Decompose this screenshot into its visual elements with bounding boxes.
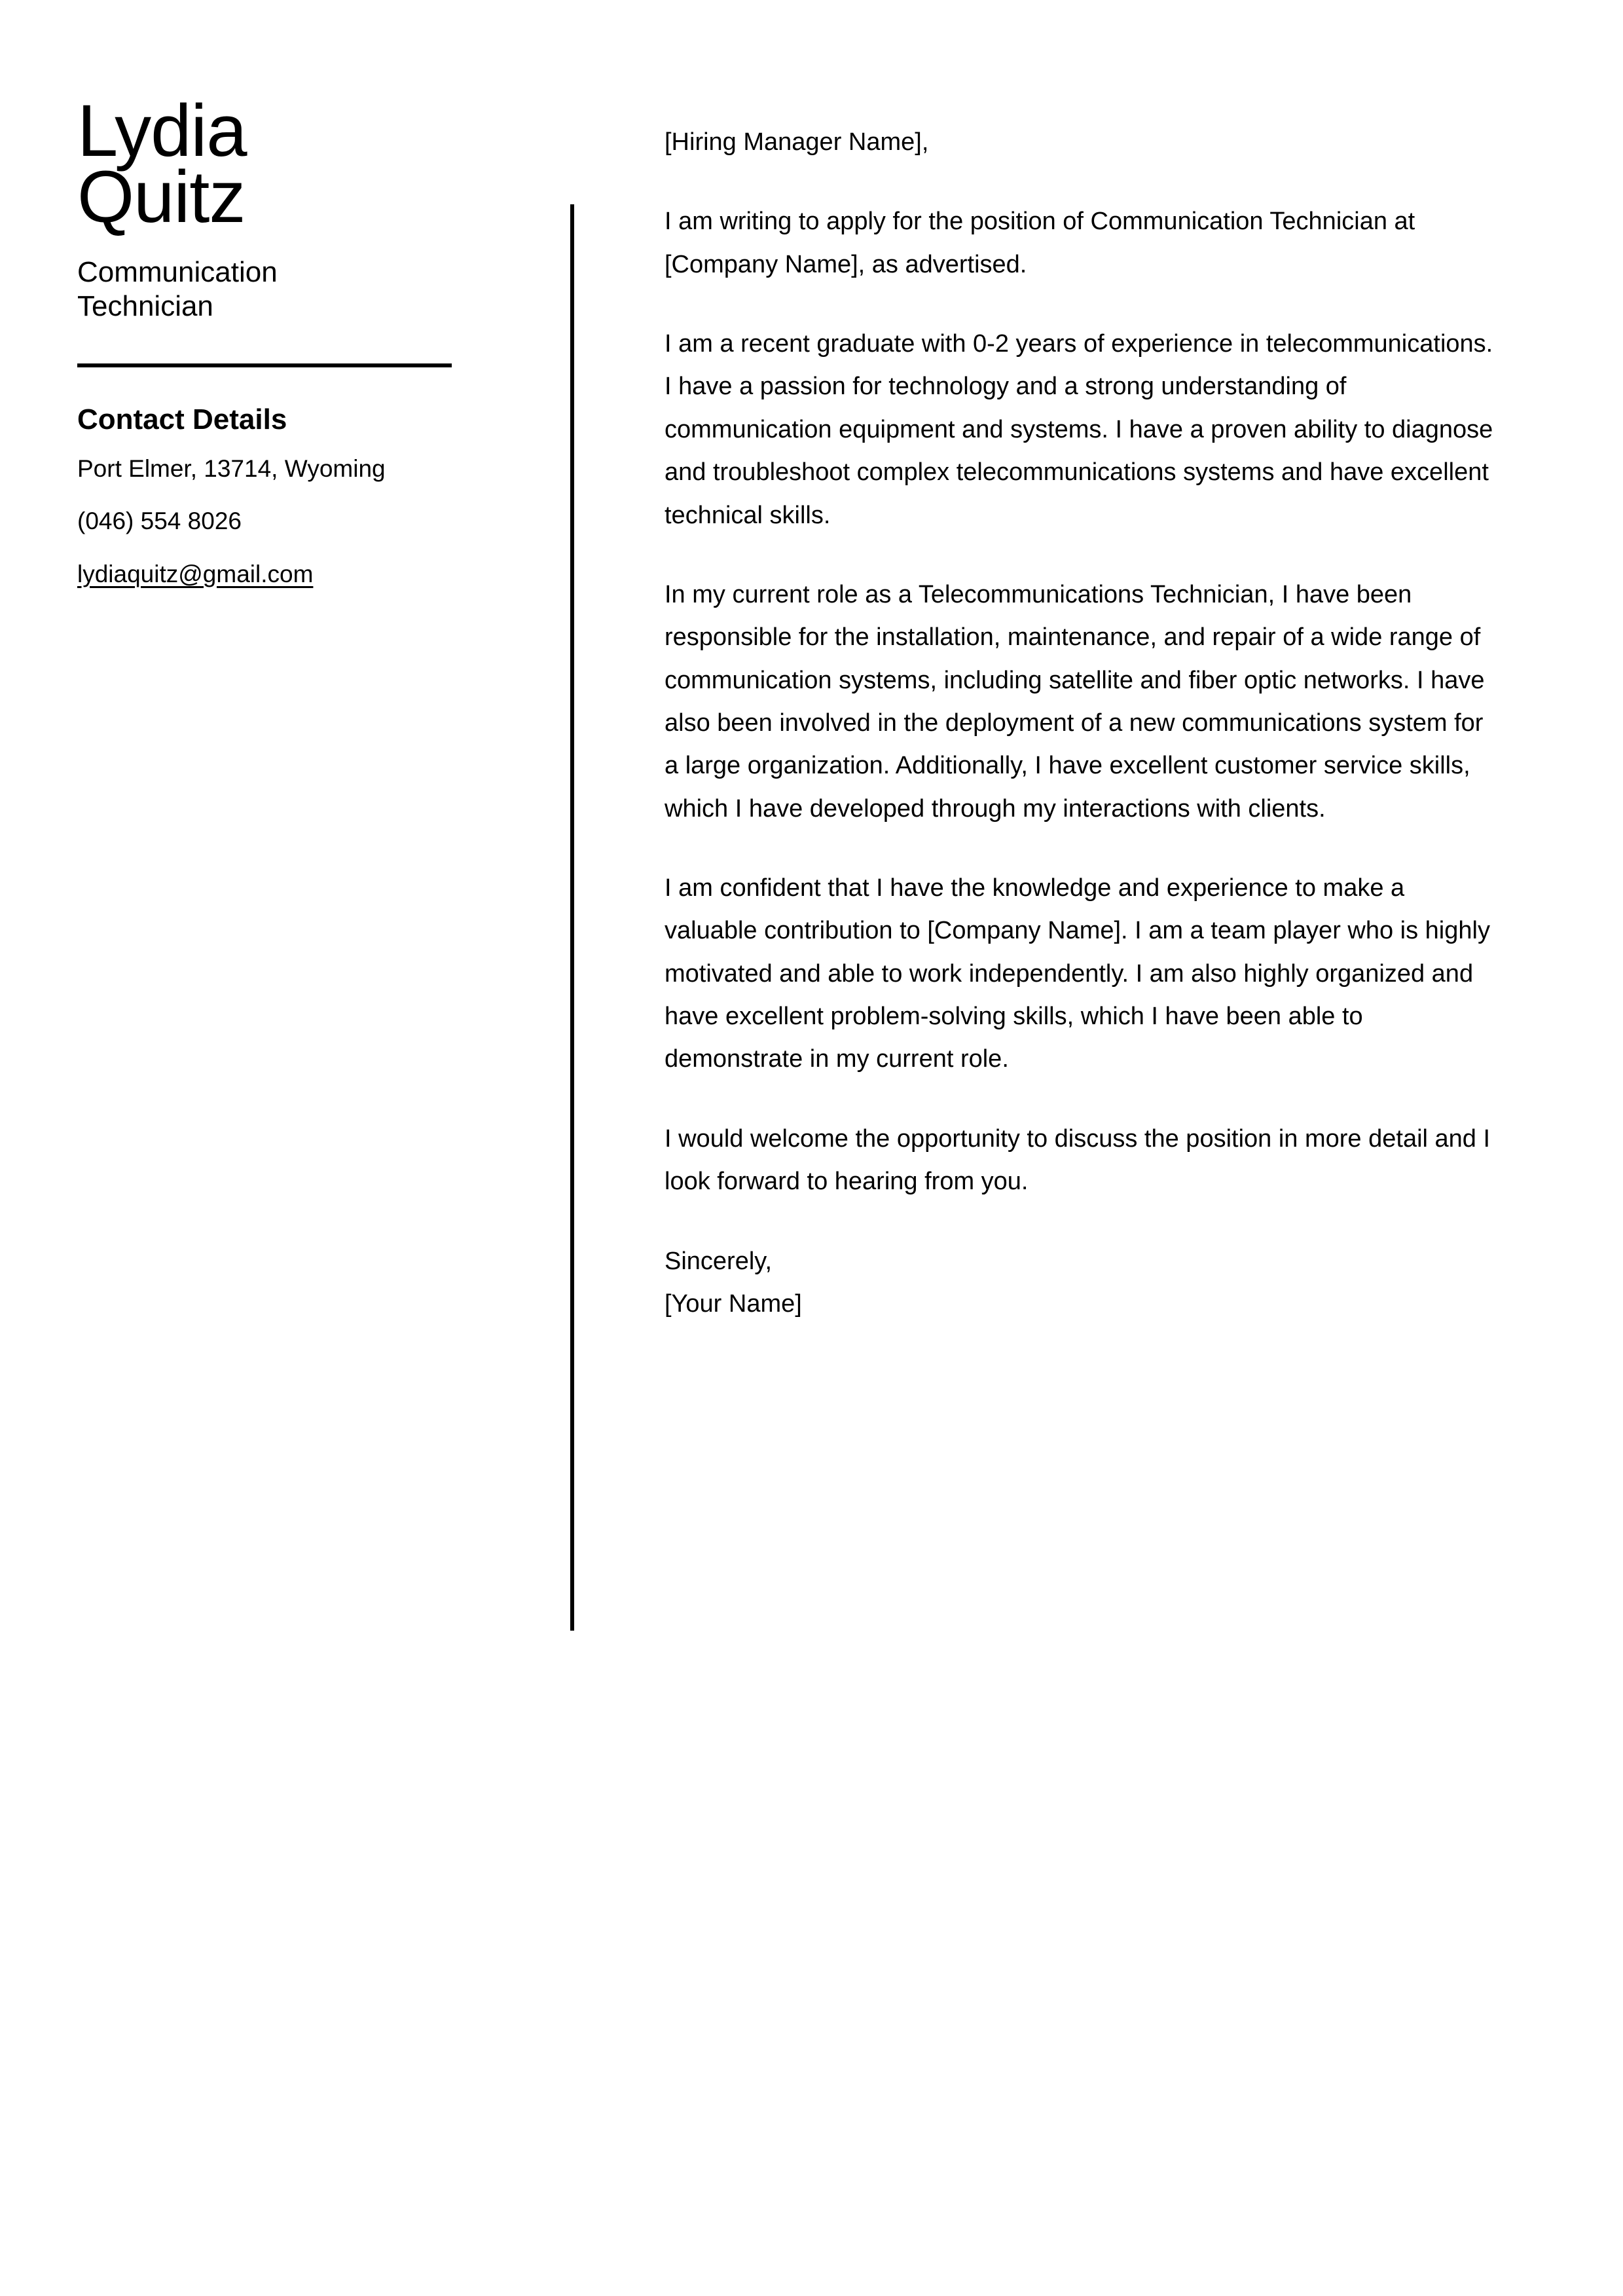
applicant-name <box>77 90 536 238</box>
sidebar <box>77 90 536 612</box>
vertical-divider <box>570 204 574 1631</box>
sidebar-divider-rule <box>77 363 452 367</box>
letter-signoff <box>665 1240 1503 1326</box>
contact-phone: (046) 554 8026 <box>77 508 242 535</box>
letter-paragraph-4: I am confident that I have the knowledge and experience to make a valuable contribution to [Company Name]. I am a team player who is highly motivated and able to work independently. I am also highly organized and have excellent problem-solving skills, which I have been able to demonstrate in my current role. <box>665 874 1490 1073</box>
letter-paragraph-3: In my current role as a Telecommunications Technician, I have been responsible for the installation, maintenance, and repair of a wide range of communication systems, including satellite and fiber optic networks. I have also been involved in the deployment of a new communications system for a large organization. Additionally, I have excellent customer service skills, which I have developed through my interactions with clients. <box>665 580 1485 823</box>
letter-body <box>665 121 1503 1325</box>
letter-paragraph-2: I am a recent graduate with 0-2 years of experience in telecommunications. I have a passion for technology and a strong understanding of communication equipment and systems. I have a proven ability to diagnose and troubleshoot complex telecommunications systems and have excellent technical skills. <box>665 330 1493 529</box>
letter-paragraph-1: I am writing to apply for the position of Communication Technician at [Company Name], as advertised. <box>665 208 1415 278</box>
letter-salutation: [Hiring Manager Name], <box>665 128 929 156</box>
letter-signature: [Your Name] <box>665 1289 802 1318</box>
contact-address: Port Elmer, 13714, Wyoming <box>77 454 386 482</box>
letter-closing: Sincerely, <box>665 1247 773 1275</box>
contact-details-heading: Contact Details <box>77 403 287 436</box>
job-title: Communication Technician <box>77 255 278 322</box>
contact-email-link[interactable]: lydiaquitz@gmail.com <box>77 560 314 587</box>
contact-details-list <box>77 454 536 589</box>
letter-paragraph-5: I would welcome the opportunity to discuss the position in more detail and I look forward to hearing from you. <box>665 1124 1491 1196</box>
name-line-first: Lydia <box>77 90 247 172</box>
name-line-last: Quitz <box>77 155 246 238</box>
